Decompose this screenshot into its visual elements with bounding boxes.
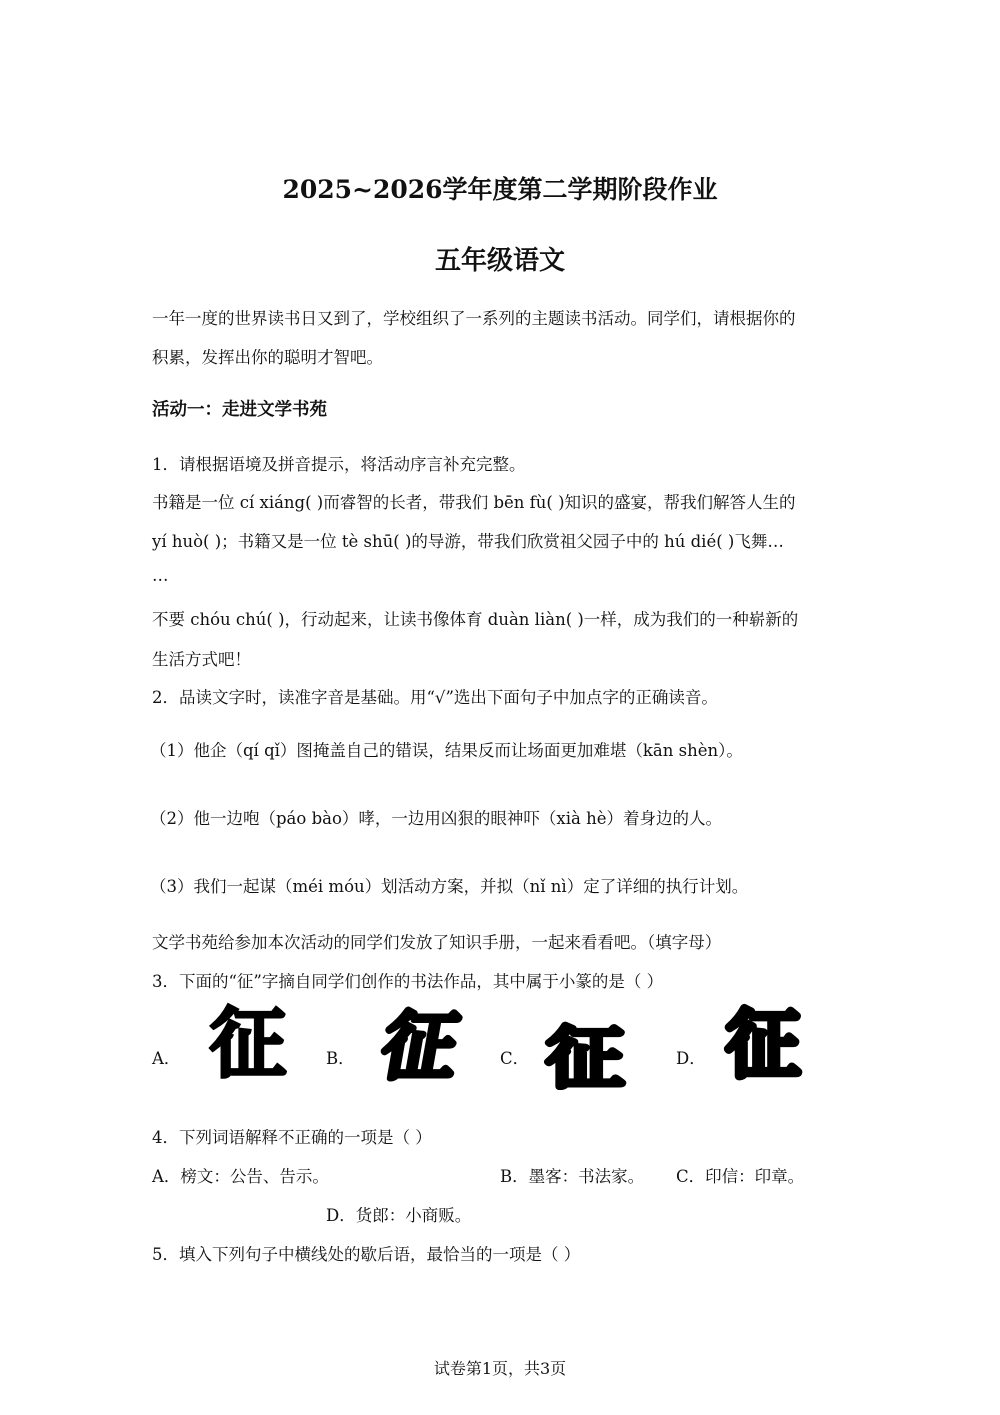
question-2-sentence: （3）我们一起谋（méi móu）划活动方案，并拟（nǐ nì）定了详细的执行计划。 bbox=[150, 877, 749, 896]
question-4-option-b[interactable]: B．墨客：书法家。 bbox=[500, 1167, 645, 1186]
option-b-label[interactable]: B． bbox=[326, 1049, 355, 1068]
question-2-sentence: （2）他一边咆（páo bào）哮，一边用凶狠的眼神吓（xià hè）着身边的人。 bbox=[150, 809, 722, 828]
section-heading: 活动一：走进文学书苑 bbox=[152, 400, 327, 420]
calligraphy-glyph: 征 bbox=[375, 1003, 465, 1082]
question-1-text: 不要 chóu chú( )，行动起来，让读书像体育 duàn liàn( )一样，成为我们的一种崭新的 bbox=[152, 610, 799, 629]
question-2-prompt: 2．品读文字时，读准字音是基础。用“√”选出下面句子中加点字的正确读音。 bbox=[152, 688, 718, 707]
calligraphy-glyph: 征 bbox=[545, 1020, 625, 1090]
page-title: 2025~2026学年度第二学期阶段作业 bbox=[282, 175, 718, 204]
handbook-intro: 文学书苑给参加本次活动的同学们发放了知识手册，一起来看看吧。（填字母） bbox=[152, 933, 722, 952]
intro-line: 一年一度的世界读书日又到了，学校组织了一系列的主题读书活动。同学们，请根据你的 bbox=[152, 309, 796, 328]
calligraphy-glyph: 征 bbox=[210, 1002, 286, 1082]
question-1-text: 生活方式吧！ bbox=[152, 650, 251, 669]
question-1-prompt: 1．请根据语境及拼音提示，将活动序言补充完整。 bbox=[152, 455, 526, 474]
question-1-text: yí huò( )；书籍又是一位 tè shū( )的导游，带我们欣赏祖父园子中的 hú dié( )飞舞… bbox=[152, 532, 784, 551]
calligraphy-option-c bbox=[540, 1010, 640, 1090]
option-d-label[interactable]: D． bbox=[676, 1049, 706, 1068]
question-5-prompt: 5．填入下列句子中横线处的歇后语，最恰当的一项是（ ） bbox=[152, 1245, 581, 1264]
question-1-text: … bbox=[152, 566, 169, 585]
option-c-label[interactable]: C． bbox=[500, 1049, 530, 1068]
intro-line: 积累，发挥出你的聪明才智吧。 bbox=[152, 348, 383, 367]
question-4-option-d[interactable]: D．货郎：小商贩。 bbox=[326, 1206, 472, 1225]
question-4-option-c[interactable]: C．印信：印章。 bbox=[676, 1167, 805, 1186]
calligraphy-option-b bbox=[370, 1002, 470, 1082]
calligraphy-option-a bbox=[198, 1002, 298, 1082]
page-footer: 试卷第1页，共3页 bbox=[433, 1359, 567, 1378]
calligraphy-glyph: 征 bbox=[726, 1002, 800, 1082]
calligraphy-option-d bbox=[718, 1002, 818, 1082]
option-a-label[interactable]: A． bbox=[152, 1049, 181, 1068]
question-1-text: 书籍是一位 cí xiáng( )而睿智的长者，带我们 bēn fù( )知识的盛宴，帮我们解答人生的 bbox=[152, 493, 796, 512]
page-subtitle: 五年级语文 bbox=[434, 246, 565, 276]
question-3-prompt: 3．下面的“征”字摘自同学们创作的书法作品，其中属于小篆的是（ ） bbox=[152, 972, 664, 991]
question-2-sentence: （1）他企（qí qǐ）图掩盖自己的错误，结果反而让场面更加难堪（kān shèn）。 bbox=[150, 741, 743, 760]
question-4-option-a[interactable]: A．榜文：公告、告示。 bbox=[152, 1167, 329, 1186]
question-4-prompt: 4．下列词语解释不正确的一项是（ ） bbox=[152, 1128, 432, 1147]
